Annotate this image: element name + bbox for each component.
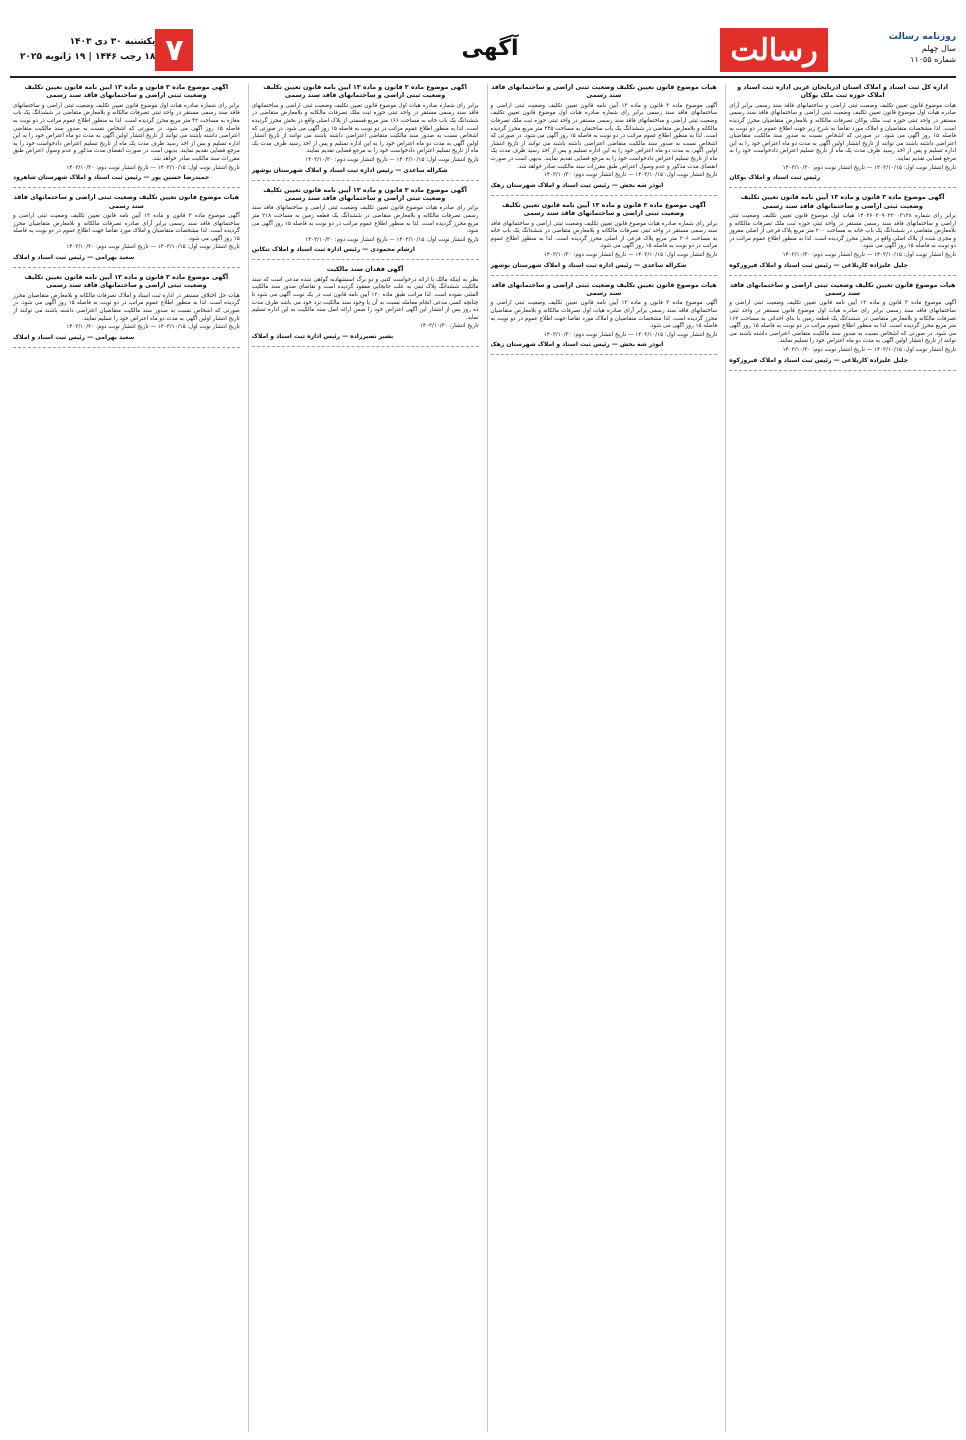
notice-date: تاریخ انتشار نوبت اول: ۱۴۰۳/۱۰/۱۵ — تاریخ انتشار نوبت دوم: ۱۴۰۳/۱۰/۳۰ [543, 172, 718, 179]
notice-title: آگهی موضوع ماده ۳ قانون و ماده ۱۳ آیین نامه قانون تعیین تکلیف وضعیت ثبتی اراضی و ساختمانهای فاقد سند رسمی [24, 273, 229, 290]
notice-title: آگهی موضوع ماده ۳ قانون و ماده ۱۳ آیین نامه قانون تعیین تکلیف وضعیت ثبتی اراضی و ساختمانهای فاقد سند رسمی [502, 201, 706, 218]
notice-title: هیات موضوع قانون تعیین تکلیف وضعیت ثبتی اراضی و ساختمانهای فاقد سند رسمی [491, 281, 717, 297]
notice [729, 84, 956, 188]
notice-signature: شکراله ساعدی — رئیس اداره ثبت اسناد و املاک شهرستان بوشهر [251, 166, 448, 174]
newspaper-logo: رسالت [720, 28, 828, 72]
date-other: ۱۸ رجب ۱۴۴۶ | ۱۹ ژانویه ۲۰۲۵ [20, 52, 156, 62]
notice-body: برابر رای صادره هیات موضوع قانون تعیین تکلیف وضعیت ثبتی اراضی و ساختمانهای فاقد سند رسمی تصرفات مالکانه و بلامعارض متقاضی در ششدانگ یک قطعه زمین به مساحت ۲۱۸ متر مربع محرز گردیده است. لذا به منظور اطلاع عموم مراتب در دو نوبت به فاصله ۱۵ روز آگهی می شود. [251, 205, 479, 235]
notice [13, 84, 240, 188]
notice-body: آگهی موضوع ماده ۳ قانون و ماده ۱۳ آیین نامه قانون تعیین تکلیف وضعیت ثبتی اراضی و ساختمانهای فاقد سند رسمی برابر رای صادره هیات اول موضوع قانون مستقر در واحد ثبتی تصرفات مالکانه و بلامعارض متقاضی در ششدانگ یک قطعه زمین با بنای احداثی به مساحت ۱۶۲ متر مربع محرز گردیده است. لذا به منظور اطلاع عموم مراتب در دو نوبت به فاصله ۱۵ روز آگهی می شود. در صورتی که اشخاص نسبت به صدور سند مالکیت متقاضی اعتراضی داشته باشند می توانند از تاریخ انتشار اولین آگهی به مدت دو ماه اعتراض خود را تسلیم نمایند. [729, 300, 956, 345]
notice-date: تاریخ انتشار نوبت اول: ۱۴۰۳/۱۰/۱۵ — تاریخ انتشار نوبت دوم: ۱۴۰۳/۱۰/۳۰ [543, 331, 718, 338]
date-persian: یکشنبه ۳۰ دی ۱۴۰۳ [69, 37, 156, 47]
notice-title: اداره کل ثبت اسناد و املاک استان آذربایجان غربی اداره ثبت اسناد و املاک حوزه ثبت ملک بوکان [737, 84, 948, 100]
column-2 [487, 84, 718, 1432]
notice-signature: شکراله ساعدی — رئیس اداره ثبت اسناد و املاک شهرستان بوشهر [490, 261, 687, 269]
issue-label: شماره ۱۱۰۵۵ [910, 55, 956, 64]
notice-body: آگهی موضوع ماده ۳ قانون و ماده ۱۳ آیین نامه قانون تعیین تکلیف وضعیت ثبتی اراضی و ساختمانهای فاقد سند رسمی برابر رای شماره صادره هیات اول موضوع قانون تعیین تکلیف وضعیت ثبتی اراضی و ساختمانهای فاقد سند رسمی مستقر در واحد ثبتی حوزه ثبت ملک تصرفات مالکانه و بلامعارض متقاضی در ششدانگ یک باب ساختمان به مساحت ۲۴۵ متر مربع محرز گردیده است. لذا به منظور اطلاع عموم مراتب در دو نوبت به فاصله ۱۵ روز آگهی می شود. در صورتی که اشخاص نسبت به صدور سند مالکیت متقاضی اعتراضی داشته باشند می توانند از تاریخ انتشار اولین آگهی به مدت دو ماه اعتراض خود را به این اداره تسلیم و پس از اخذ رسید ظرف مدت یک ماه از تاریخ تسلیم اعتراض دادخواست خود را به مرجع قضایی تقدیم نمایند. بدیهی است در صورت انقضای مدت مذکور و عدم وصول اعتراض طبق مقررات سند مالکیت صادر خواهد شد. [490, 102, 718, 170]
page-number: ۷ [155, 29, 193, 71]
page-info [10, 28, 193, 72]
notice-date: تاریخ انتشار نوبت اول: ۱۴۰۳/۱۰/۱۵ — تاریخ انتشار نوبت دوم: ۱۴۰۳/۱۰/۳۰ [305, 236, 479, 243]
notice-date: تاریخ انتشار نوبت اول: ۱۴۰۳/۱۰/۱۵ — تاریخ انتشار نوبت دوم: ۱۴۰۳/۱۰/۳۰ [782, 164, 956, 171]
notice [252, 187, 479, 261]
notice [491, 84, 718, 196]
notice-title: هیات موضوع قانون تعیین تکلیف وضعیت ثبتی اراضی و ساختمانهای فاقد سند رسمی [729, 281, 956, 297]
notice-date: تاریخ انتشار نوبت اول: ۱۴۰۳/۱۰/۱۵ — تاریخ انتشار نوبت دوم: ۱۴۰۳/۱۰/۳۰ [782, 346, 956, 353]
notice-body: برابر رای شماره ۱۴۰۳۶۰۳۰۹۰۲۲۰۰۳۱۲۸ هیات اول موضوع قانون تعیین تکلیف وضعیت ثبتی اراضی و ساختمانهای فاقد سند رسمی مستقر در واحد ثبتی حوزه ثبت ملک تصرفات مالکانه و بلامعارض متقاضی در ششدانگ یک باب خانه به مساحت ۲۰۰ متر مربع پلاک فرعی از اصلی مفروز و مجزی شده از پلاک اصلی واقع در بخش محرز گردیده است. لذا به منظور اطلاع عموم مراتب در دو نوبت به فاصله ۱۵ روز آگهی می شود. [729, 212, 956, 250]
notice-date: تاریخ انتشار نوبت اول: ۱۴۰۳/۱۰/۱۵ — تاریخ انتشار نوبت دوم: ۱۴۰۳/۱۰/۳۰ [66, 244, 240, 251]
notice-body: هیات حل اختلاف مستقر در اداره ثبت اسناد و املاک تصرفات مالکانه و بلامعارض متقاضیان محرز گردیده است. لذا به منظور اطلاع عموم مراتب در دو نوبت به فاصله ۱۵ روز آگهی می شود. در صورتی که اشخاص نسبت به صدور سند مالکیت متقاضیان اعتراضی داشته باشند می توانند از تاریخ انتشار اولین آگهی به مدت دو ماه اعتراض خود را تسلیم نمایند. [13, 292, 240, 322]
notice [252, 84, 479, 181]
volume-label: سال چهلم [921, 44, 956, 53]
notice-date: تاریخ انتشار نوبت اول: ۱۴۰۳/۱۰/۱۵ — تاریخ انتشار نوبت دوم: ۱۴۰۳/۱۰/۳۰ [543, 251, 718, 258]
notice-body: برابر رای شماره صادره هیات اول موضوع قانون تعیین تکلیف وضعیت ثبتی اراضی و ساختمانهای فاقد سند رسمی مستقر در واحد ثبتی تصرفات مالکانه و بلامعارض متقاضی در ششدانگ یک باب مغازه به مساحت ۴۲ متر مربع محرز گردیده است. لذا به منظور اطلاع عموم مراتب در دو نوبت به فاصله ۱۵ روز آگهی می شود. در صورتی که اشخاص نسبت به صدور سند مالکیت متقاضی اعتراضی داشته باشند می توانند از تاریخ انتشار اولین آگهی به مدت دو ماه اعتراض خود را به این اداره تسلیم و پس از اخذ رسید ظرف مدت یک ماه از تاریخ تسلیم اعتراض دادخواست خود را به مرجع قضایی تقدیم نمایند. بدیهی است در صورت انقضای مدت مذکور و عدم وصول اعتراض طبق مقررات سند مالکیت صادر خواهد شد. [13, 102, 240, 162]
section-title: آگهی [461, 36, 519, 61]
notice-signature: بشیر نصیرزاده — رئیس اداره ثبت اسناد و املاک [251, 332, 394, 340]
notice-signature: ابوذر شه بخش — رئیس ثبت اسناد و املاک شهرستان زهک [490, 341, 664, 349]
notice [491, 282, 718, 356]
page-header [10, 28, 956, 72]
notice-signature: رئیس ثبت اسناد و املاک بوکان [729, 174, 821, 182]
notice-body: هیات موضوع قانون تعیین تکلیف وضعیت ثبتی اراضی و ساختمانهای فاقد سند رسمی برابر آرای صادره هیات اول موضوع قانون تعیین تکلیف وضعیت ثبتی اراضی و ساختمانهای فاقد سند رسمی مستقر در واحد ثبتی حوزه ثبت ملک بوکان تصرفات مالکانه و بلامعارض متقاضیان محرز گردیده است. لذا مشخصات متقاضیان و املاک مورد تقاضا به شرح زیر جهت اطلاع عموم در دو نوبت به فاصله ۱۵ روز آگهی می شود. در صورتی که اشخاص نسبت به صدور سند مالکیت متقاضیان اعتراضی داشته باشند می توانند از تاریخ انتشار اولین آگهی به مدت دو ماه اعتراض خود را به این اداره تسلیم و پس از اخذ رسید ظرف مدت یک ماه از تاریخ تسلیم اعتراض دادخواست خود را به مرجع قضایی تقدیم نمایند. [729, 102, 956, 162]
notice [491, 202, 718, 276]
notice-title: هیات موضوع قانون تعیین تکلیف وضعیت ثبتی اراضی و ساختمانهای فاقد سند رسمی [13, 194, 240, 210]
notice [13, 194, 240, 268]
column-4 [10, 84, 240, 1432]
brand-name: روزنامه رسالت [888, 32, 956, 42]
notice-body: نظر به اینکه مالک با ارائه درخواست کتبی و دو برگ استشهادیه گواهی شده مدعی است که سند مالکیت ششدانگ پلاک ثبتی به علت جابجایی مفقود گردیده است و تقاضای صدور سند مالکیت المثنی نموده است. لذا مراتب طبق ماده ۱۲۰ آیین نامه قانون ثبت در یک نوبت آگهی می شود تا چنانچه کسی مدعی انجام معامله نسبت به آن یا وجود سند مالکیت نزد خود می باشد ظرف مدت ده روز پس از انتشار این آگهی اعتراض خود را ضمن ارائه اصل سند مالکیت به این اداره تسلیم نماید. [251, 276, 479, 321]
notice-signature: سعید بهرامی — رئیس ثبت اسناد و املاک [13, 333, 135, 341]
notice-signature: جلیل علیزاده کاربلاغی — رئیس ثبت اسناد و املاک فیروزکوه [729, 356, 908, 364]
notice-title: هیات موضوع قانون تعیین تکلیف وضعیت ثبتی اراضی و ساختمانهای فاقد سند رسمی [491, 84, 717, 100]
notice-date: تاریخ انتشار: ۱۴۰۳/۱۰/۳۰ [419, 323, 479, 330]
notice-title: آگهی فقدان سند مالکیت [326, 266, 404, 274]
notice-signature: سعید بهرامی — رئیس ثبت اسناد و املاک [13, 253, 135, 261]
notice-date: تاریخ انتشار نوبت اول: ۱۴۰۳/۱۰/۱۵ — تاریخ انتشار نوبت دوم: ۱۴۰۳/۱۰/۳۰ [305, 156, 479, 163]
notice-body: آگهی موضوع ماده ۳ قانون و ماده ۱۳ آیین نامه قانون تعیین تکلیف وضعیت ثبتی اراضی و ساختمانهای فاقد سند رسمی برابر آرای صادره تصرفات مالکانه و بلامعارض متقاضیان محرز گردیده است. لذا مشخصات متقاضیان و املاک مورد تقاضا جهت اطلاع عموم در دو نوبت به فاصله ۱۵ روز آگهی می شود. [13, 212, 240, 242]
column-1 [725, 84, 956, 1432]
notice-title: آگهی موضوع ماده ۳ قانون و ماده ۱۳ آیین نامه قانون تعیین تکلیف وضعیت ثبتی اراضی و ساختمانهای فاقد سند رسمی [263, 84, 467, 100]
notice-body: برابر رای شماره صادره هیات موضوع قانون تعیین تکلیف وضعیت ثبتی اراضی و ساختمانهای فاقد سند رسمی مستقر در واحد ثبتی تصرفات مالکانه و بلامعارض متقاضی در ششدانگ یک باب خانه به مساحت ۳۰۶ متر مربع پلاک فرعی از اصلی محرز گردیده است. لذا به منظور اطلاع عموم مراتب در دو نوبت به فاصله ۱۵ روز آگهی می شود. [490, 220, 718, 250]
notice [252, 266, 479, 347]
notice-body: برابر رای شماره صادره هیات اول موضوع قانون تعیین تکلیف وضعیت ثبتی اراضی و ساختمانهای فاقد سند رسمی مستقر در واحد ثبتی حوزه ثبت ملک تصرفات مالکانه و بلامعارض متقاضی در ششدانگ یک باب خانه به مساحت ۱۶۶ متر مربع قسمتی از پلاک اصلی واقع در بخش محرز گردیده است. لذا به منظور اطلاع عموم مراتب در دو نوبت به فاصله ۱۵ روز آگهی می شود. در صورتی که اشخاص نسبت به صدور سند مالکیت متقاضی اعتراضی داشته باشند می توانند از تاریخ انتشار اولین آگهی به مدت دو ماه اعتراض خود را به این اداره تسلیم و پس از اخذ رسید ظرف مدت یک ماه از تاریخ تسلیم اعتراض دادخواست خود را به مرجع قضایی تقدیم نمایند. [251, 102, 479, 155]
notice-body: آگهی موضوع ماده ۳ قانون و ماده ۱۳ آیین نامه قانون تعیین تکلیف وضعیت ثبتی اراضی و ساختمانهای فاقد سند رسمی برابر آرای صادره هیات اول تصرفات مالکانه و بلامعارض متقاضیان محرز گردیده است. لذا مشخصات متقاضیان و املاک مورد تقاضا جهت اطلاع عموم در دو نوبت به فاصله ۱۵ روز آگهی می شود. [490, 300, 718, 330]
masthead-info [851, 32, 956, 68]
notice-title: آگهی موضوع ماده ۳ قانون و ماده ۱۳ آیین نامه قانون تعیین تکلیف وضعیت ثبتی اراضی و ساختمانهای فاقد سند رسمی [24, 84, 229, 100]
notice [729, 194, 956, 275]
notice-title: آگهی موضوع ماده ۳ قانون و ماده ۱۳ آیین نامه قانون تعیین تکلیف وضعیت ثبتی اراضی و ساختمانهای فاقد سند رسمی [263, 186, 467, 202]
notice-signature: ارشام محمودی — رئیس اداره ثبت اسناد و املاک تنکابن [251, 246, 415, 254]
notice-date: تاریخ انتشار نوبت اول: ۱۴۰۳/۱۰/۱۵ — تاریخ انتشار نوبت دوم: ۱۴۰۳/۱۰/۳۰ [66, 164, 240, 171]
notice [729, 282, 956, 371]
issue-dates [20, 35, 155, 65]
notice-signature: جلیل علیزاده کاربلاغی — رئیس ثبت اسناد و املاک فیروزکوه [729, 261, 908, 269]
column-3 [248, 84, 479, 1432]
notice-signature: ابوذر شه بخش — رئیس ثبت اسناد و املاک شهرستان زهک [490, 181, 664, 189]
notice-columns [10, 84, 956, 1432]
notice-date: تاریخ انتشار نوبت اول: ۱۴۰۳/۱۰/۱۵ — تاریخ انتشار نوبت دوم: ۱۴۰۳/۱۰/۳۰ [782, 251, 956, 258]
header-divider [10, 76, 956, 78]
notice-title: آگهی موضوع ماده ۳ قانون و ماده ۱۳ آیین نامه قانون تعیین تکلیف وضعیت ثبتی اراضی و ساختمانهای فاقد سند رسمی [740, 194, 945, 210]
notice [13, 274, 240, 348]
notice-signature: حمیدرضا حسین پور — رئیس ثبت اسناد و املاک شهرستان شاهرود [13, 174, 210, 182]
notice-date: تاریخ انتشار نوبت اول: ۱۴۰۳/۱۰/۱۵ — تاریخ انتشار نوبت دوم: ۱۴۰۳/۱۰/۳۰ [66, 324, 240, 331]
